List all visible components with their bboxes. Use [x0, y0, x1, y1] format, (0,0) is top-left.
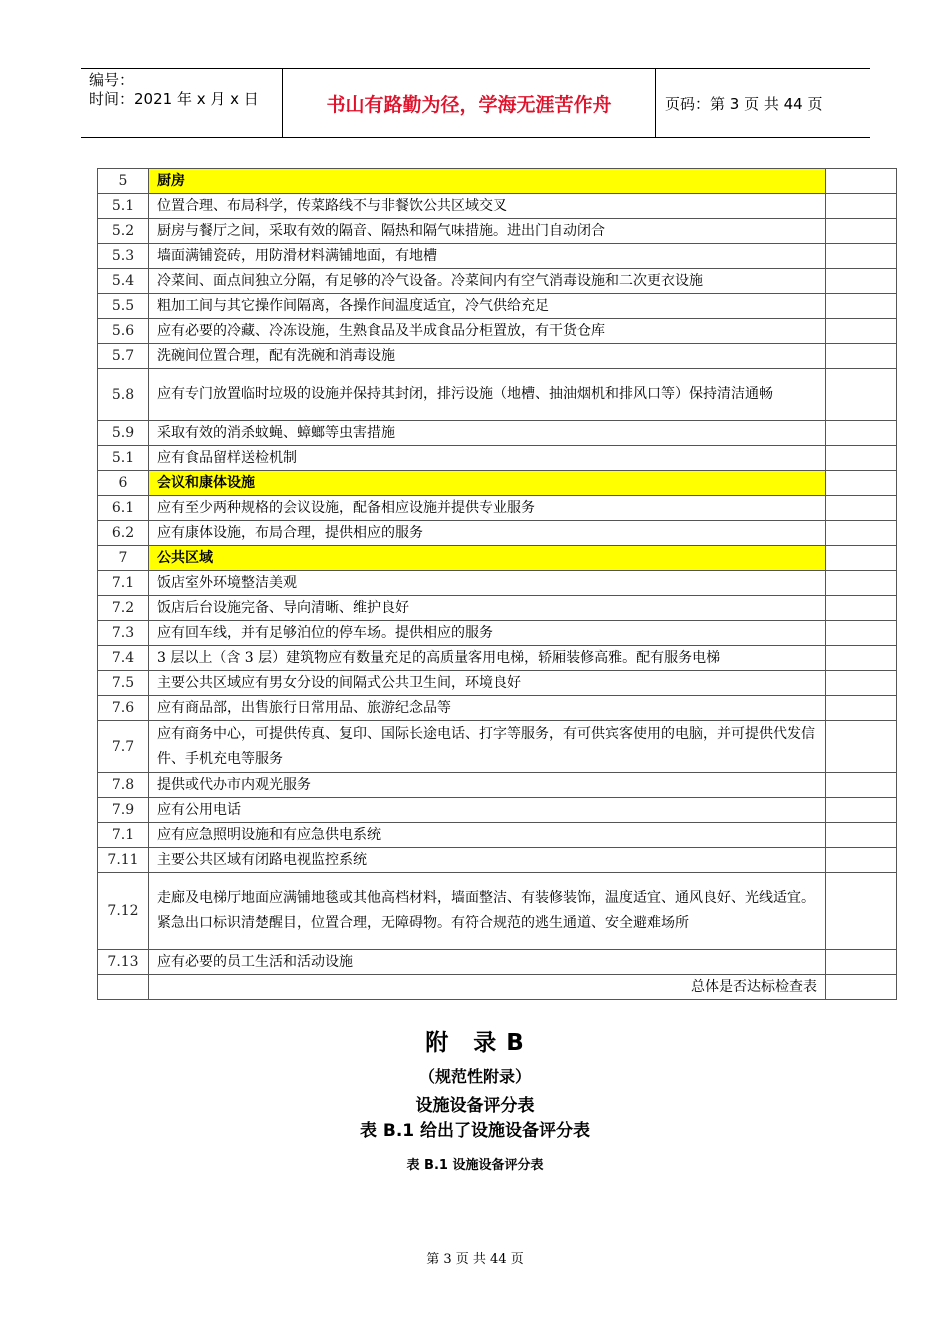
item-number: 7.7 [98, 721, 149, 773]
table-row [98, 873, 897, 950]
section-title: 公共区域 [149, 546, 826, 571]
section-title: 厨房 [149, 169, 826, 194]
item-number: 7.8 [98, 773, 149, 798]
item-number: 5.6 [98, 319, 149, 344]
score-cell [826, 471, 897, 496]
score-cell [826, 571, 897, 596]
item-number: 5.3 [98, 244, 149, 269]
score-cell [826, 496, 897, 521]
section-title: 会议和康体设施 [149, 471, 826, 496]
table-row [98, 446, 897, 471]
item-number: 5.2 [98, 219, 149, 244]
page-header [81, 68, 870, 138]
table-row [98, 975, 897, 1000]
table-row [98, 244, 897, 269]
item-description: 饭店室外环境整洁美观 [149, 571, 826, 596]
item-description: 洗碗间位置合理，配有洗碗和消毒设施 [149, 344, 826, 369]
table-row [98, 496, 897, 521]
item-number: 5.1 [98, 446, 149, 471]
number-label: 编号： [89, 71, 135, 89]
header-meta [81, 69, 283, 137]
score-cell [826, 546, 897, 571]
item-number: 6.1 [98, 496, 149, 521]
item-description: 应有回车线，并有足够泊位的停车场。提供相应的服务 [149, 621, 826, 646]
item-number: 6 [98, 471, 149, 496]
score-cell [826, 169, 897, 194]
item-description: 应有公用电话 [149, 798, 826, 823]
item-description: 冷菜间、面点间独立分隔，有足够的冷气设备。冷菜间内有空气消毒设施和二次更衣设施 [149, 269, 826, 294]
item-number: 7 [98, 546, 149, 571]
table-row [98, 421, 897, 446]
score-cell [826, 369, 897, 421]
section-row [98, 471, 897, 496]
item-number: 7.5 [98, 671, 149, 696]
score-cell [826, 219, 897, 244]
item-description: 主要公共区域应有男女分设的间隔式公共卫生间，环境良好 [149, 671, 826, 696]
item-number: 7.12 [98, 873, 149, 950]
item-description: 应有至少两种规格的会议设施，配备相应设施并提供专业服务 [149, 496, 826, 521]
item-number: 7.13 [98, 950, 149, 975]
item-description: 应有应急照明设施和有应急供电系统 [149, 823, 826, 848]
item-number: 5.1 [98, 194, 149, 219]
item-description: 3 层以上（含 3 层）建筑物应有数量充足的高质量客用电梯，轿厢装修高雅。配有服务电梯 [149, 646, 826, 671]
table-row [98, 721, 897, 773]
item-description: 提供或代办市内观光服务 [149, 773, 826, 798]
item-number: 5.9 [98, 421, 149, 446]
header-motto: 书山有路勤为径，学海无涯苦作舟 [283, 69, 656, 137]
table-row [98, 798, 897, 823]
item-description: 应有必要的员工生活和活动设施 [149, 950, 826, 975]
item-number: 7.2 [98, 596, 149, 621]
score-cell [826, 621, 897, 646]
score-cell [826, 269, 897, 294]
item-number: 7.1 [98, 823, 149, 848]
table-row [98, 269, 897, 294]
section-row [98, 546, 897, 571]
table-row [98, 823, 897, 848]
item-description: 采取有效的消杀蚊蝇、蟑螂等虫害措施 [149, 421, 826, 446]
table-row [98, 848, 897, 873]
table-row [98, 319, 897, 344]
table-caption: 表 B.1 设施设备评分表 [406, 1158, 544, 1173]
item-description: 厨房与餐厅之间，采取有效的隔音、隔热和隔气味措施。进出门自动闭合 [149, 219, 826, 244]
header-page-label: 页码：第 3 页 共 44 页 [665, 94, 823, 113]
score-cell [826, 671, 897, 696]
table-row [98, 696, 897, 721]
item-description: 应有康体设施，布局合理，提供相应的服务 [149, 521, 826, 546]
score-cell [826, 975, 897, 1000]
table-row [98, 521, 897, 546]
score-cell [826, 194, 897, 219]
item-description: 应有商务中心，可提供传真、复印、国际长途电话、打字等服务，有可供宾客使用的电脑，并可提供代发信件、手机充电等服务 [149, 721, 826, 773]
appendix-description: 表 B.1 给出了设施设备评分表 [359, 1121, 591, 1141]
item-description: 位置合理、布局科学，传菜路线不与非餐饮公共区域交叉 [149, 194, 826, 219]
score-cell [826, 696, 897, 721]
item-description: 应有商品部，出售旅行日常用品、旅游纪念品等 [149, 696, 826, 721]
item-description: 应有食品留样送检机制 [149, 446, 826, 471]
table-body [98, 169, 897, 1000]
page-footer: 第 3 页 共 44 页 [426, 1252, 524, 1267]
item-number: 7.3 [98, 621, 149, 646]
item-number: 5.4 [98, 269, 149, 294]
table-row [98, 773, 897, 798]
item-number: 7.11 [98, 848, 149, 873]
score-cell [826, 596, 897, 621]
item-number: 7.9 [98, 798, 149, 823]
score-cell [826, 873, 897, 950]
table-row [98, 571, 897, 596]
score-cell [826, 798, 897, 823]
table-row [98, 671, 897, 696]
item-number [98, 975, 149, 1000]
appendix-subtitle: （规范性附录） [418, 1067, 531, 1086]
item-description: 主要公共区域有闭路电视监控系统 [149, 848, 826, 873]
item-number: 5.5 [98, 294, 149, 319]
time-label: 时间：2021 年 x 月 x 日 [89, 90, 259, 108]
score-cell [826, 294, 897, 319]
table-row [98, 621, 897, 646]
score-cell [826, 244, 897, 269]
item-description: 粗加工间与其它操作间隔离，各操作间温度适宜，冷气供给充足 [149, 294, 826, 319]
facility-checklist-table [97, 168, 897, 1000]
score-cell [826, 646, 897, 671]
item-description: 墙面满铺瓷砖，用防滑材料满铺地面，有地槽 [149, 244, 826, 269]
score-cell [826, 950, 897, 975]
item-number: 5.8 [98, 369, 149, 421]
score-cell [826, 421, 897, 446]
item-description: 走廊及电梯厅地面应满铺地毯或其他高档材料，墙面整洁、有装修装饰，温度适宜、通风良好、光线适宜。紧急出口标识清楚醒目，位置合理，无障碍物。有符合规范的逃生通道、安全避难场所 [149, 873, 826, 950]
item-description: 总体是否达标检查表 [149, 975, 826, 1000]
item-description: 应有必要的冷藏、冷冻设施，生熟食品及半成食品分柜置放，有干货仓库 [149, 319, 826, 344]
item-number: 6.2 [98, 521, 149, 546]
item-number: 5 [98, 169, 149, 194]
item-description: 饭店后台设施完备、导向清晰、维护良好 [149, 596, 826, 621]
item-number: 7.4 [98, 646, 149, 671]
score-cell [826, 344, 897, 369]
score-cell [826, 446, 897, 471]
appendix-title: 附 录 B [425, 1030, 525, 1056]
score-cell [826, 521, 897, 546]
score-cell [826, 319, 897, 344]
item-description: 应有专门放置临时垃圾的设施并保持其封闭，排污设施（地槽、抽油烟机和排风口等）保持清洁通畅 [149, 369, 826, 421]
score-cell [826, 823, 897, 848]
table-row [98, 219, 897, 244]
appendix-name: 设施设备评分表 [415, 1096, 535, 1116]
table-row [98, 294, 897, 319]
table-row [98, 596, 897, 621]
table-row [98, 950, 897, 975]
section-row [98, 169, 897, 194]
item-number: 5.7 [98, 344, 149, 369]
table-row [98, 194, 897, 219]
score-cell [826, 848, 897, 873]
table-row [98, 344, 897, 369]
score-cell [826, 773, 897, 798]
item-number: 7.1 [98, 571, 149, 596]
item-number: 7.6 [98, 696, 149, 721]
table-row [98, 646, 897, 671]
score-cell [826, 721, 897, 773]
table-row [98, 369, 897, 421]
